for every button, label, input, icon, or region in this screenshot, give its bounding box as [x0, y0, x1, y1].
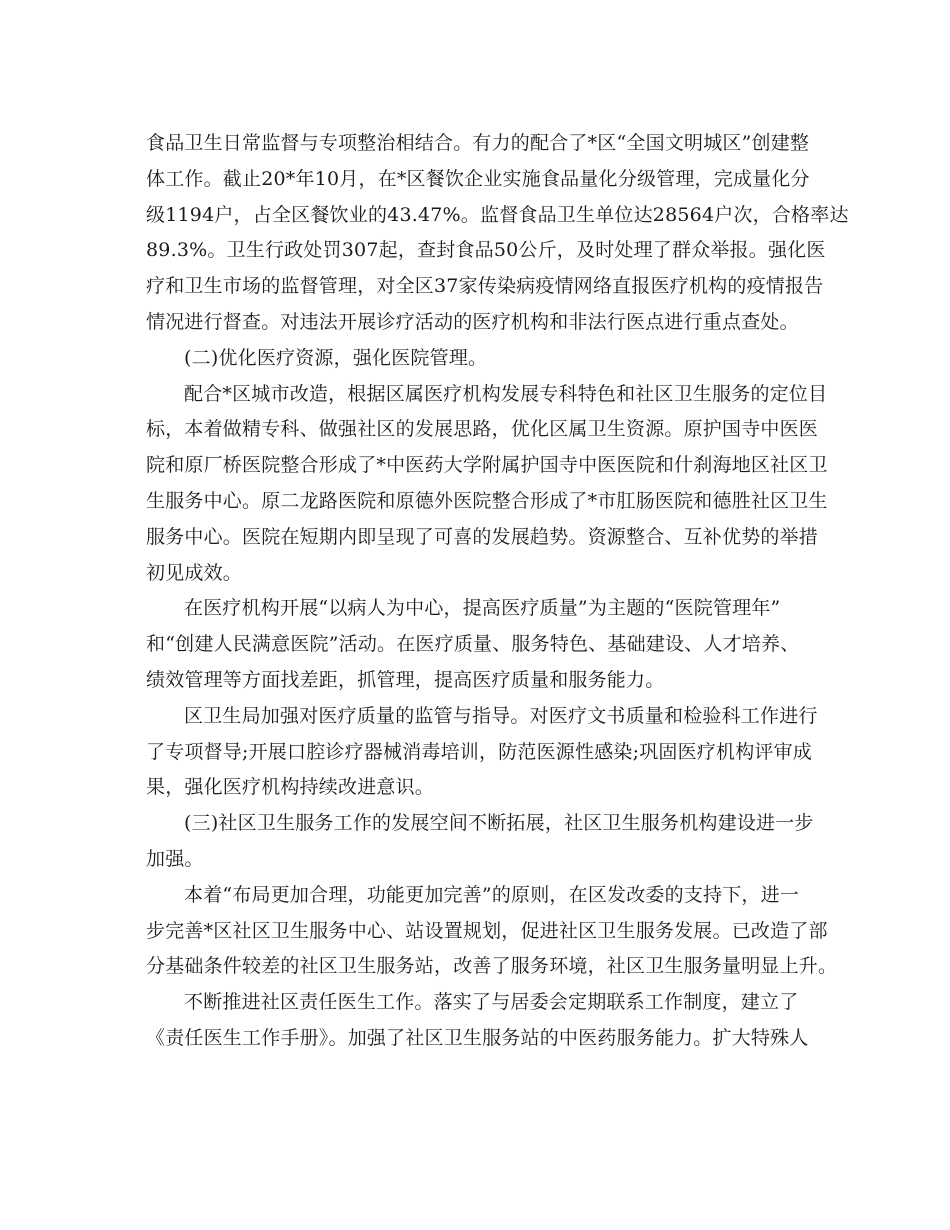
text-line: 绩效管理等方面找差距，抓管理，提高医疗质量和服务能力。 — [146, 668, 665, 691]
text-line: 《责任医生工作手册》。加强了社区卫生服务站的中医药服务能力。扩大特殊人 — [146, 1026, 809, 1049]
text-line: 生服务中心。原二龙路医院和原德外医院整合形成了*市肛肠医院和德胜社区卫生 — [146, 489, 828, 512]
text-line: 体工作。截止20*年10月，在*区餐饮企业实施食品量化分级管理，完成量化分 — [146, 167, 810, 190]
text-line: 配合*区城市改造，根据区属医疗机构发展专科特色和社区卫生服务的定位目 — [184, 382, 828, 405]
text-line: 了专项督导;开展口腔诊疗器械消毒培训，防范医源性感染;巩固医疗机构评审成 — [146, 740, 813, 763]
text-line: 级1194户，占全区餐饮业的43.47%。监督食品卫生单位达28564户次，合格率达 — [146, 203, 849, 226]
text-line: 在医疗机构开展“以病人为中心，提高医疗质量”为主题的“医院管理年” — [184, 597, 781, 620]
text-line: 和“创建人民满意医院”活动。在医疗质量、服务特色、基础建设、人才培养、 — [146, 633, 800, 656]
text-line: 初见成效。 — [146, 561, 243, 584]
text-line: 标，本着做精专科、做强社区的发展思路，优化区属卫生资源。原护国寺中医医 — [146, 418, 819, 441]
document-body — [146, 126, 849, 1057]
text-line: 疗和卫生市场的监督管理，对全区37家传染病疫情网络直报医疗机构的疫情报告 — [146, 275, 824, 298]
text-line: 区卫生局加强对医疗质量的监管与指导。对医疗文书质量和检验科工作进行 — [184, 704, 818, 727]
text-line: 情况进行督查。对违法开展诊疗活动的医疗机构和非法行医点进行重点查处。 — [146, 310, 799, 333]
text-line: 本着“布局更加合理，功能更加完善”的原则，在区发改委的支持下，进一 — [184, 883, 800, 906]
text-line: 89.3%。卫生行政处罚307起，查封食品50公斤，及时处理了群众举报。强化医 — [146, 239, 826, 262]
text-line: 加强。 — [146, 847, 204, 870]
text-line: 服务中心。医院在短期内即呈现了可喜的发展趋势。资源整合、互补优势的举措 — [146, 525, 819, 548]
text-line: (三)社区卫生服务工作的发展空间不断拓展，社区卫生服务机构建设进一步 — [184, 812, 814, 835]
text-line: 果，强化医疗机构持续改进意识。 — [146, 776, 435, 799]
text-line: (二)优化医疗资源，强化医院管理。 — [184, 346, 488, 369]
text-line: 院和原厂桥医院整合形成了*中医药大学附属护国寺中医医院和什刹海地区社区卫 — [146, 454, 828, 477]
text-line: 分基础条件较差的社区卫生服务站，改善了服务环境，社区卫生服务量明显上升。 — [146, 955, 838, 978]
text-line: 不断推进社区责任医生工作。落实了与居委会定期联系工作制度，建立了 — [184, 991, 799, 1014]
text-line: 步完善*区社区卫生服务中心、站设置规划，促进社区卫生服务发展。已改造了部 — [146, 919, 828, 942]
text-line: 食品卫生日常监督与专项整治相结合。有力的配合了*区“全国文明城区”创建整 — [146, 132, 810, 154]
